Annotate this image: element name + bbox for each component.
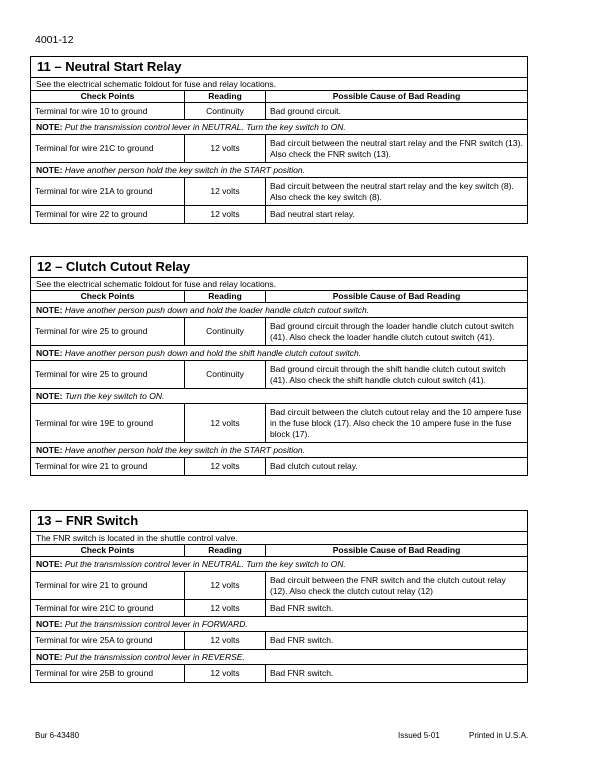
- table-row: [31, 317, 527, 345]
- possible-cause: Bad clutch cutout relay.: [270, 461, 358, 471]
- section-neutral-start-relay: [30, 56, 528, 224]
- possible-cause: Bad ground circuit through the loader handle clutch cutout switch (41). Also check the loader handle clutch cutout switch (41).: [270, 320, 514, 342]
- note-label: NOTE:: [36, 445, 63, 455]
- possible-cause: Bad FNR switch.: [270, 602, 334, 613]
- table-header: [31, 544, 527, 556]
- possible-cause: Bad neutral start relay.: [270, 209, 355, 219]
- reading: 12 volts: [185, 632, 266, 649]
- reading: 12 volts: [185, 404, 266, 442]
- note-text: Have another person hold the key switch in the START position.: [64, 165, 306, 175]
- footer-issued: Issued 5-01: [398, 731, 440, 740]
- header-check-points: Check Points: [31, 291, 185, 302]
- header-reading: Reading: [185, 291, 266, 302]
- note-row: [31, 162, 527, 177]
- note-text: Have another person push down and hold the shift handle clutch cutout switch.: [64, 348, 362, 358]
- note-text: Have another person push down and hold the loader handle clutch cutout switch.: [64, 305, 370, 315]
- footer-document-number: Bur 6-43480: [35, 731, 80, 740]
- table-row: [31, 631, 527, 649]
- reading: 12 volts: [185, 178, 266, 205]
- note-row: [31, 302, 527, 317]
- note-text: Have another person hold the key switch in the START position.: [64, 445, 306, 455]
- possible-cause: Bad FNR switch.: [270, 635, 334, 645]
- note-row: [31, 442, 527, 457]
- reading: 12 volts: [185, 135, 266, 162]
- reading: Continuity: [185, 318, 266, 345]
- reading: 12 volts: [185, 665, 266, 682]
- section-title: 11 – Neutral Start Relay: [31, 57, 527, 78]
- reading: 12 volts: [185, 206, 266, 223]
- note-text: Put the transmission control lever in NEUTRAL. Turn the key switch to ON.: [64, 122, 346, 132]
- check-point: Terminal for wire 25 to ground: [31, 318, 185, 345]
- table-row: [31, 177, 527, 205]
- table-row: [31, 102, 527, 119]
- table-row: [31, 360, 527, 388]
- note-row: [31, 616, 527, 631]
- check-point: Terminal for wire 21A to ground: [31, 178, 185, 205]
- note-text: Put the transmission control lever in REVERSE.: [64, 652, 245, 662]
- section-intro: The FNR switch is located in the shuttle control valve.: [36, 533, 238, 543]
- possible-cause: Bad circuit between the neutral start relay and the FNR switch (13). Also check the FNR switch (13).: [270, 137, 523, 159]
- note-label: NOTE:: [36, 619, 63, 629]
- header-possible-cause: Possible Cause of Bad Reading: [332, 545, 461, 555]
- section-title: 13 – FNR Switch: [31, 511, 527, 532]
- note-text: Put the transmission control lever in FORWARD.: [64, 619, 248, 629]
- reading: 12 volts: [185, 572, 266, 599]
- note-row: [31, 345, 527, 360]
- table-header: [31, 90, 527, 102]
- header-possible-cause: Possible Cause of Bad Reading: [332, 91, 461, 101]
- check-point: Terminal for wire 21 to ground: [31, 458, 185, 475]
- footer-printed: Printed in U.S.A.: [469, 731, 529, 740]
- note-row: [31, 119, 527, 134]
- note-text: Put the transmission control lever in NEUTRAL. Turn the key switch to ON.: [64, 559, 346, 569]
- note-label: NOTE:: [36, 305, 63, 315]
- check-point: Terminal for wire 21 to ground: [31, 572, 185, 599]
- header-possible-cause: Possible Cause of Bad Reading: [332, 291, 461, 301]
- table-row: [31, 134, 527, 162]
- note-row: [31, 388, 527, 403]
- check-point: Terminal for wire 21C to ground: [31, 600, 185, 616]
- check-point: Terminal for wire 25B to ground: [31, 665, 185, 682]
- header-reading: Reading: [185, 91, 266, 102]
- reading: 12 volts: [185, 600, 266, 616]
- possible-cause: Bad circuit between the clutch cutout relay and the 10 ampere fuse in the fuse block (17). Also check the 10 ampere fuse in the fuse block (17).: [270, 406, 522, 439]
- possible-cause: Bad ground circuit through the shift handle clutch cutout switch (41). Also check the shift handle clutch culout switch (41).: [270, 363, 506, 385]
- note-label: NOTE:: [36, 348, 63, 358]
- possible-cause: Bad FNR switch.: [270, 668, 334, 678]
- check-point: Terminal for wire 21C to ground: [31, 135, 185, 162]
- section-clutch-cutout-relay: [30, 256, 528, 476]
- header-check-points: Check Points: [31, 545, 185, 556]
- table-row: [31, 457, 527, 475]
- note-text: Turn the key switch to ON.: [64, 391, 165, 401]
- note-label: NOTE:: [36, 559, 63, 569]
- note-label: NOTE:: [36, 122, 63, 132]
- check-point: Terminal for wire 19E to ground: [31, 404, 185, 442]
- check-point: Terminal for wire 22 to ground: [31, 206, 185, 223]
- section-fnr-switch: [30, 510, 528, 683]
- section-intro: See the electrical schematic foldout for fuse and relay locations.: [36, 79, 277, 89]
- header-check-points: Check Points: [31, 91, 185, 102]
- section-title: 12 – Clutch Cutout Relay: [31, 257, 527, 278]
- reading: Continuity: [185, 103, 266, 119]
- reading: Continuity: [185, 361, 266, 388]
- section-intro: See the electrical schematic foldout for fuse and relay locations.: [36, 279, 277, 289]
- check-point: Terminal for wire 10 to ground: [31, 103, 185, 119]
- table-row: [31, 664, 527, 682]
- table-row: [31, 599, 527, 616]
- check-point: Terminal for wire 25 to ground: [31, 361, 185, 388]
- note-label: NOTE:: [36, 652, 63, 662]
- note-label: NOTE:: [36, 165, 63, 175]
- page-reference: 4001-12: [35, 34, 74, 46]
- note-row: [31, 556, 527, 571]
- note-label: NOTE:: [36, 391, 63, 401]
- possible-cause: Bad ground circuit.: [270, 105, 341, 116]
- header-reading: Reading: [185, 545, 266, 556]
- possible-cause: Bad circuit between the neutral start relay and the key switch (8). Also check the key switch (8).: [270, 180, 514, 202]
- possible-cause: Bad circuit between the FNR switch and the clutch cutout relay (12). Also check the clutch cutout relay (12): [270, 574, 506, 596]
- table-header: [31, 290, 527, 302]
- reading: 12 volts: [185, 458, 266, 475]
- table-row: [31, 205, 527, 223]
- note-row: [31, 649, 527, 664]
- table-row: [31, 403, 527, 442]
- table-row: [31, 571, 527, 599]
- check-point: Terminal for wire 25A to ground: [31, 632, 185, 649]
